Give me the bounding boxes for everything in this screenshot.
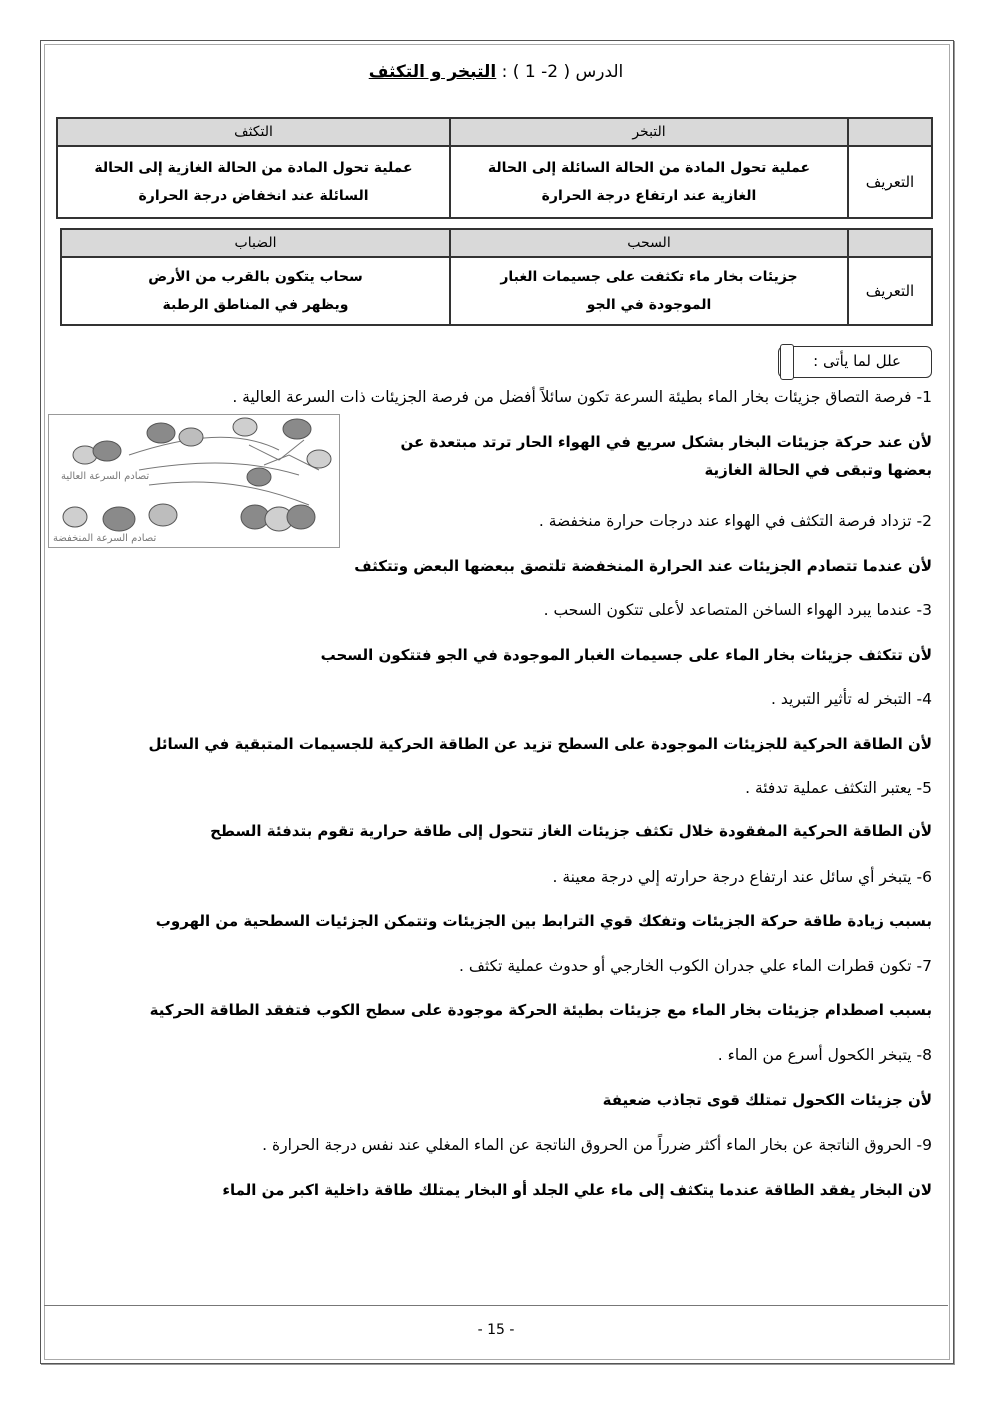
page-number: - 15 - (477, 1322, 515, 1338)
clouds-definition (450, 257, 848, 325)
lesson-label: الدرس ( 2- 1 ) : (501, 62, 624, 82)
condensation-definition-line1: عملية تحول المادة من الحالة الغازية إلى الحالة (94, 160, 413, 176)
table2-row-label: التعريف (848, 257, 932, 325)
high-speed-label: تصادم السرعة العالية (61, 471, 150, 482)
answer-5: لأن الطاقة الحركية المفقودة خلال تكثف جزيئات الغاز تتحول إلى طاقة حرارية تقوم بتدفئة السطح (210, 822, 932, 840)
question-8: 8- يتبخر الكحول أسرع من الماء . (717, 1046, 932, 1064)
answer-6: بسبب زيادة طاقة حركة الجزيئات وتفكك قوي الترابط بين الجزيئات وتتمكن الجزئيات السطحية من الهروب (155, 912, 932, 930)
question-6: 6- يتبخر أي سائل عند ارتفاع درجة حرارته إلي درجة معينة . (552, 868, 932, 886)
table1-header-condensation: التكثف (57, 118, 450, 146)
explain-heading: علل لما يأتى : (813, 352, 901, 370)
question-7: 7- تكون قطرات الماء علي جدران الكوب الخارجي أو حدوث عملية تكثف . (459, 957, 932, 975)
answer-4: لأن الطاقة الحركية للجزيئات الموجودة على السطح تزيد عن الطاقة الحركية للجسيمات المتبقية في السائل (148, 735, 932, 753)
scroll-decoration-icon (780, 344, 794, 380)
question-1: 1- فرصة التصاق جزيئات بخار الماء بطيئة السرعة تكون سائلاً أفضل من فرصة الجزيئات ذات السرعة العالية . (232, 388, 932, 406)
collision-diagram (49, 415, 339, 547)
lesson-topic: التبخر و التكثف (368, 62, 497, 82)
definitions-table-2 (60, 228, 933, 326)
explain-heading-box (778, 346, 932, 378)
evaporation-definition (450, 146, 848, 218)
question-3: 3- عندما يبرد الهواء الساخن المتصاعد لأعلى تتكون السحب . (543, 601, 932, 619)
question-4: 4- التبخر له تأثير التبريد . (771, 690, 932, 708)
fog-definition (61, 257, 450, 325)
definitions-table-1 (56, 117, 933, 219)
low-speed-label: تصادم السرعة المنخفضة (53, 533, 157, 544)
condensation-definition (57, 146, 450, 218)
question-2: 2- تزداد فرصة التكثف في الهواء عند درجات حرارة منخفضة . (538, 512, 932, 530)
answer-8: لأن جزيئات الكحول تمتلك قوى تجاذب ضعيفة (602, 1091, 932, 1109)
clouds-definition-line1: جزيئات بخار ماء تكثفت على جسيمات الغبار (500, 269, 798, 285)
collision-illustration (48, 414, 340, 548)
question-9: 9- الحروق الناتجة عن بخار الماء أكثر ضرراً من الحروق الناتجة عن الماء المغلي عند نفس درجة الحرارة . (262, 1136, 932, 1154)
answer-9: لان البخار يفقد الطاقة عندما يتكثف إلى ماء علي الجلد أو البخار يمتلك طاقة داخلية اكبر من الماء (222, 1181, 932, 1199)
answer-2: لأن عندما تتصادم الجزيئات عند الحرارة المنخفضة تلتصق ببعضها البعض وتتكثف (354, 557, 932, 575)
fog-definition-line1: سحاب يتكون بالقرب من الأرض (148, 269, 363, 285)
answer-3: لأن تتكثف جزيئات بخار الماء على جسيمات الغبار الموجودة في الجو فتتكون السحب (320, 646, 932, 664)
table1-row-label: التعريف (848, 146, 932, 218)
evaporation-definition-line1: عملية تحول المادة من الحالة السائلة إلى الحالة (487, 160, 811, 176)
answer-1: لأن عند حركة جزيئات البخار بشكل سريع في الهواء الحار ترتد مبتعدة عن بعضها وتبقى في الحالة الغازية (400, 433, 932, 479)
question-5: 5- يعتبر التكثف عملية تدفئة . (745, 779, 932, 797)
clouds-definition-line2: الموجودة في الجو (586, 297, 712, 313)
answer-7: بسبب اصطدام جزيئات بخار الماء مع جزيئات بطيئة الحركة موجودة على سطح الكوب فتفقد الطاقة الحركية (149, 1001, 932, 1019)
table2-corner (848, 229, 932, 257)
evaporation-definition-line2: الغازية عند ارتفاع درجة الحرارة (541, 188, 757, 204)
footer-divider (44, 1305, 948, 1306)
table2-header-fog: الضباب (61, 229, 450, 257)
condensation-definition-line2: السائلة عند انخفاض درجة الحرارة (138, 188, 369, 204)
table2-header-clouds: السحب (450, 229, 848, 257)
fog-definition-line2: ويظهر في المناطق الرطبة (162, 297, 349, 313)
table1-header-evaporation: التبخر (450, 118, 848, 146)
table1-corner (848, 118, 932, 146)
lesson-title (0, 62, 992, 82)
